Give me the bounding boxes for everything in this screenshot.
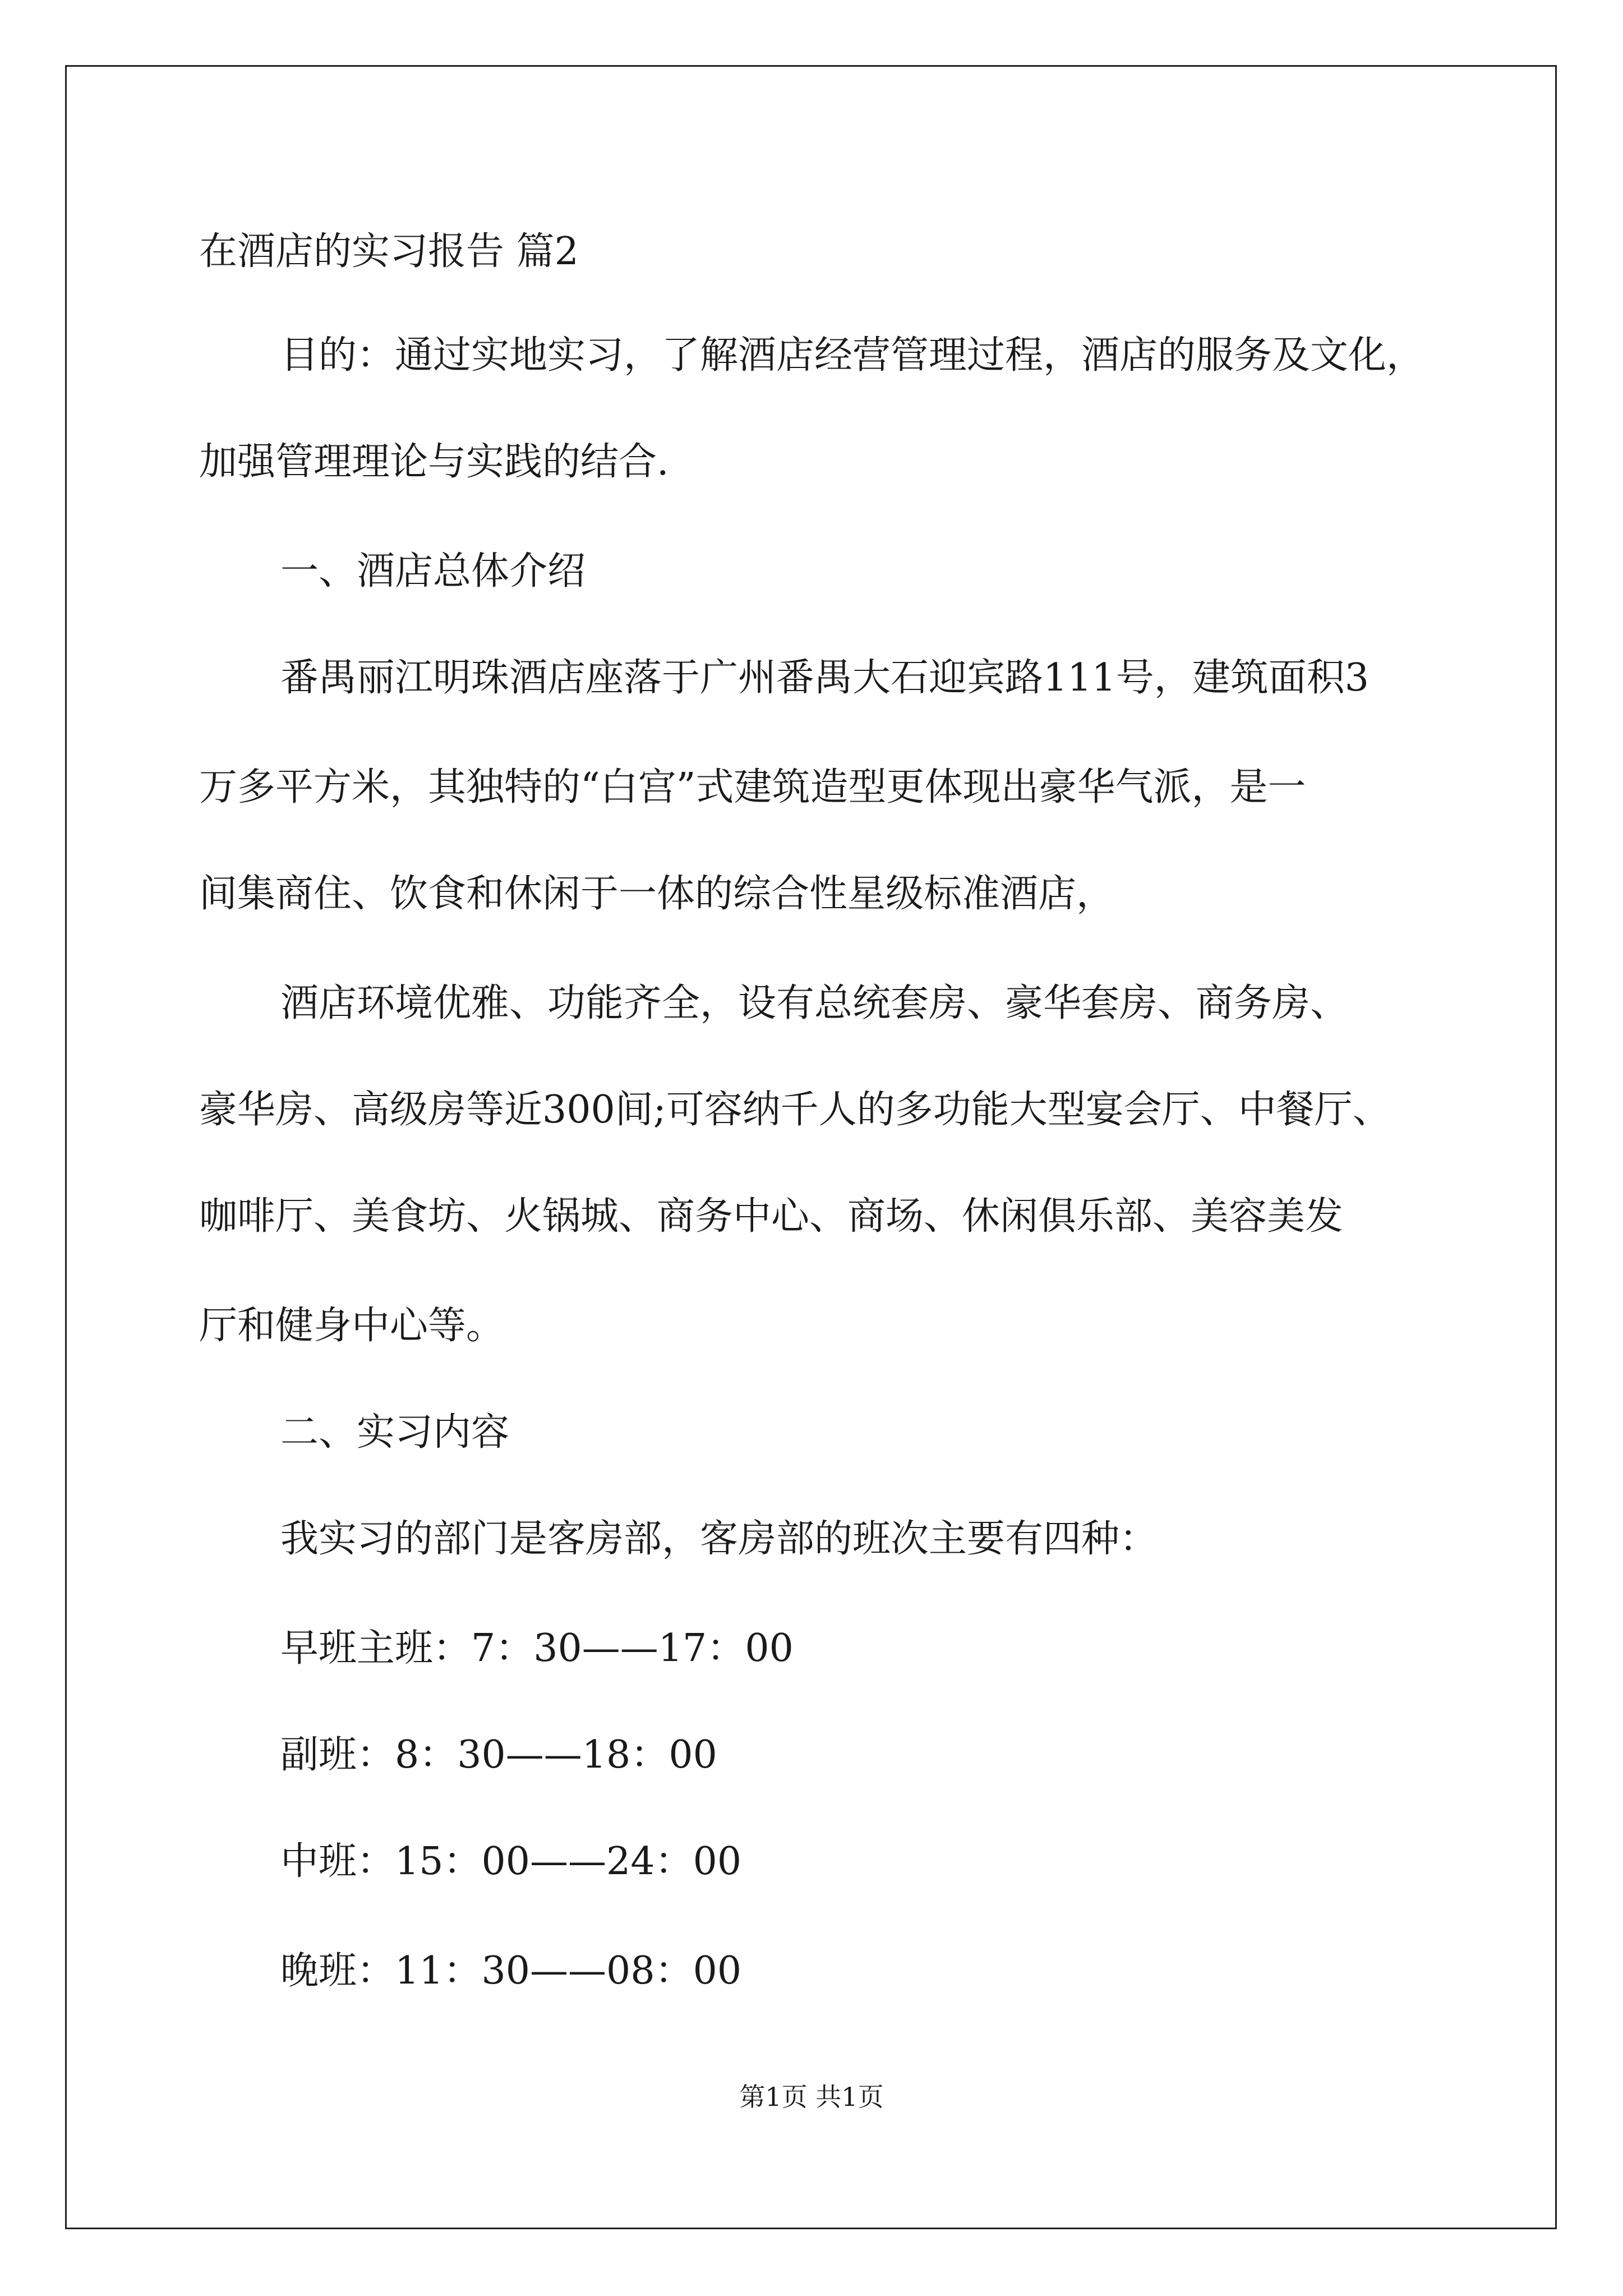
page-border — [65, 65, 1557, 2229]
document-title: 在酒店的实习报告 篇2 — [199, 229, 579, 274]
section1-para1-line: 间集商住、饮食和休闲于一体的综合性星级标准酒店， — [199, 872, 1115, 916]
purpose-line-2: 加强管理理论与实践的结合. — [199, 440, 669, 484]
purpose-line-1: 目的：通过实地实习，了解酒店经营管理过程，酒店的服务及文化， — [280, 333, 1425, 378]
shift-item: 中班：15：00——24：00 — [280, 1839, 742, 1884]
shift-item: 副班：8：30——18：00 — [280, 1733, 717, 1777]
shift-item: 早班主班：7：30——17：00 — [280, 1626, 794, 1671]
section2-heading: 二、实习内容 — [280, 1410, 510, 1455]
section1-para2-line: 酒店环境优雅、功能齐全，设有总统套房、豪华套房、商务房、 — [280, 981, 1349, 1025]
section1-heading: 一、酒店总体介绍 — [280, 549, 586, 593]
section1-para1-line: 番禺丽江明珠酒店座落于广州番禺大石迎宾路111号，建筑面积3 — [280, 656, 1370, 700]
section1-para2-line: 厅和健身中心等。 — [199, 1304, 505, 1348]
section2-intro: 我实习的部门是客房部，客房部的班次主要有四种： — [280, 1517, 1158, 1561]
section1-para2-line: 豪华房、高级房等近300间;可容纳千人的多功能大型宴会厅、中餐厅、 — [199, 1088, 1391, 1132]
section1-para2-line: 咖啡厅、美食坊、火锅城、商务中心、商场、休闲俱乐部、美容美发 — [199, 1194, 1344, 1239]
page-footer: 第1页 共1页 — [739, 2082, 884, 2112]
shift-item: 晚班：11：30——08：00 — [280, 1949, 742, 1993]
section1-para1-line: 万多平方米，其独特的“白宫”式建筑造型更体现出豪华气派，是一 — [199, 765, 1306, 809]
